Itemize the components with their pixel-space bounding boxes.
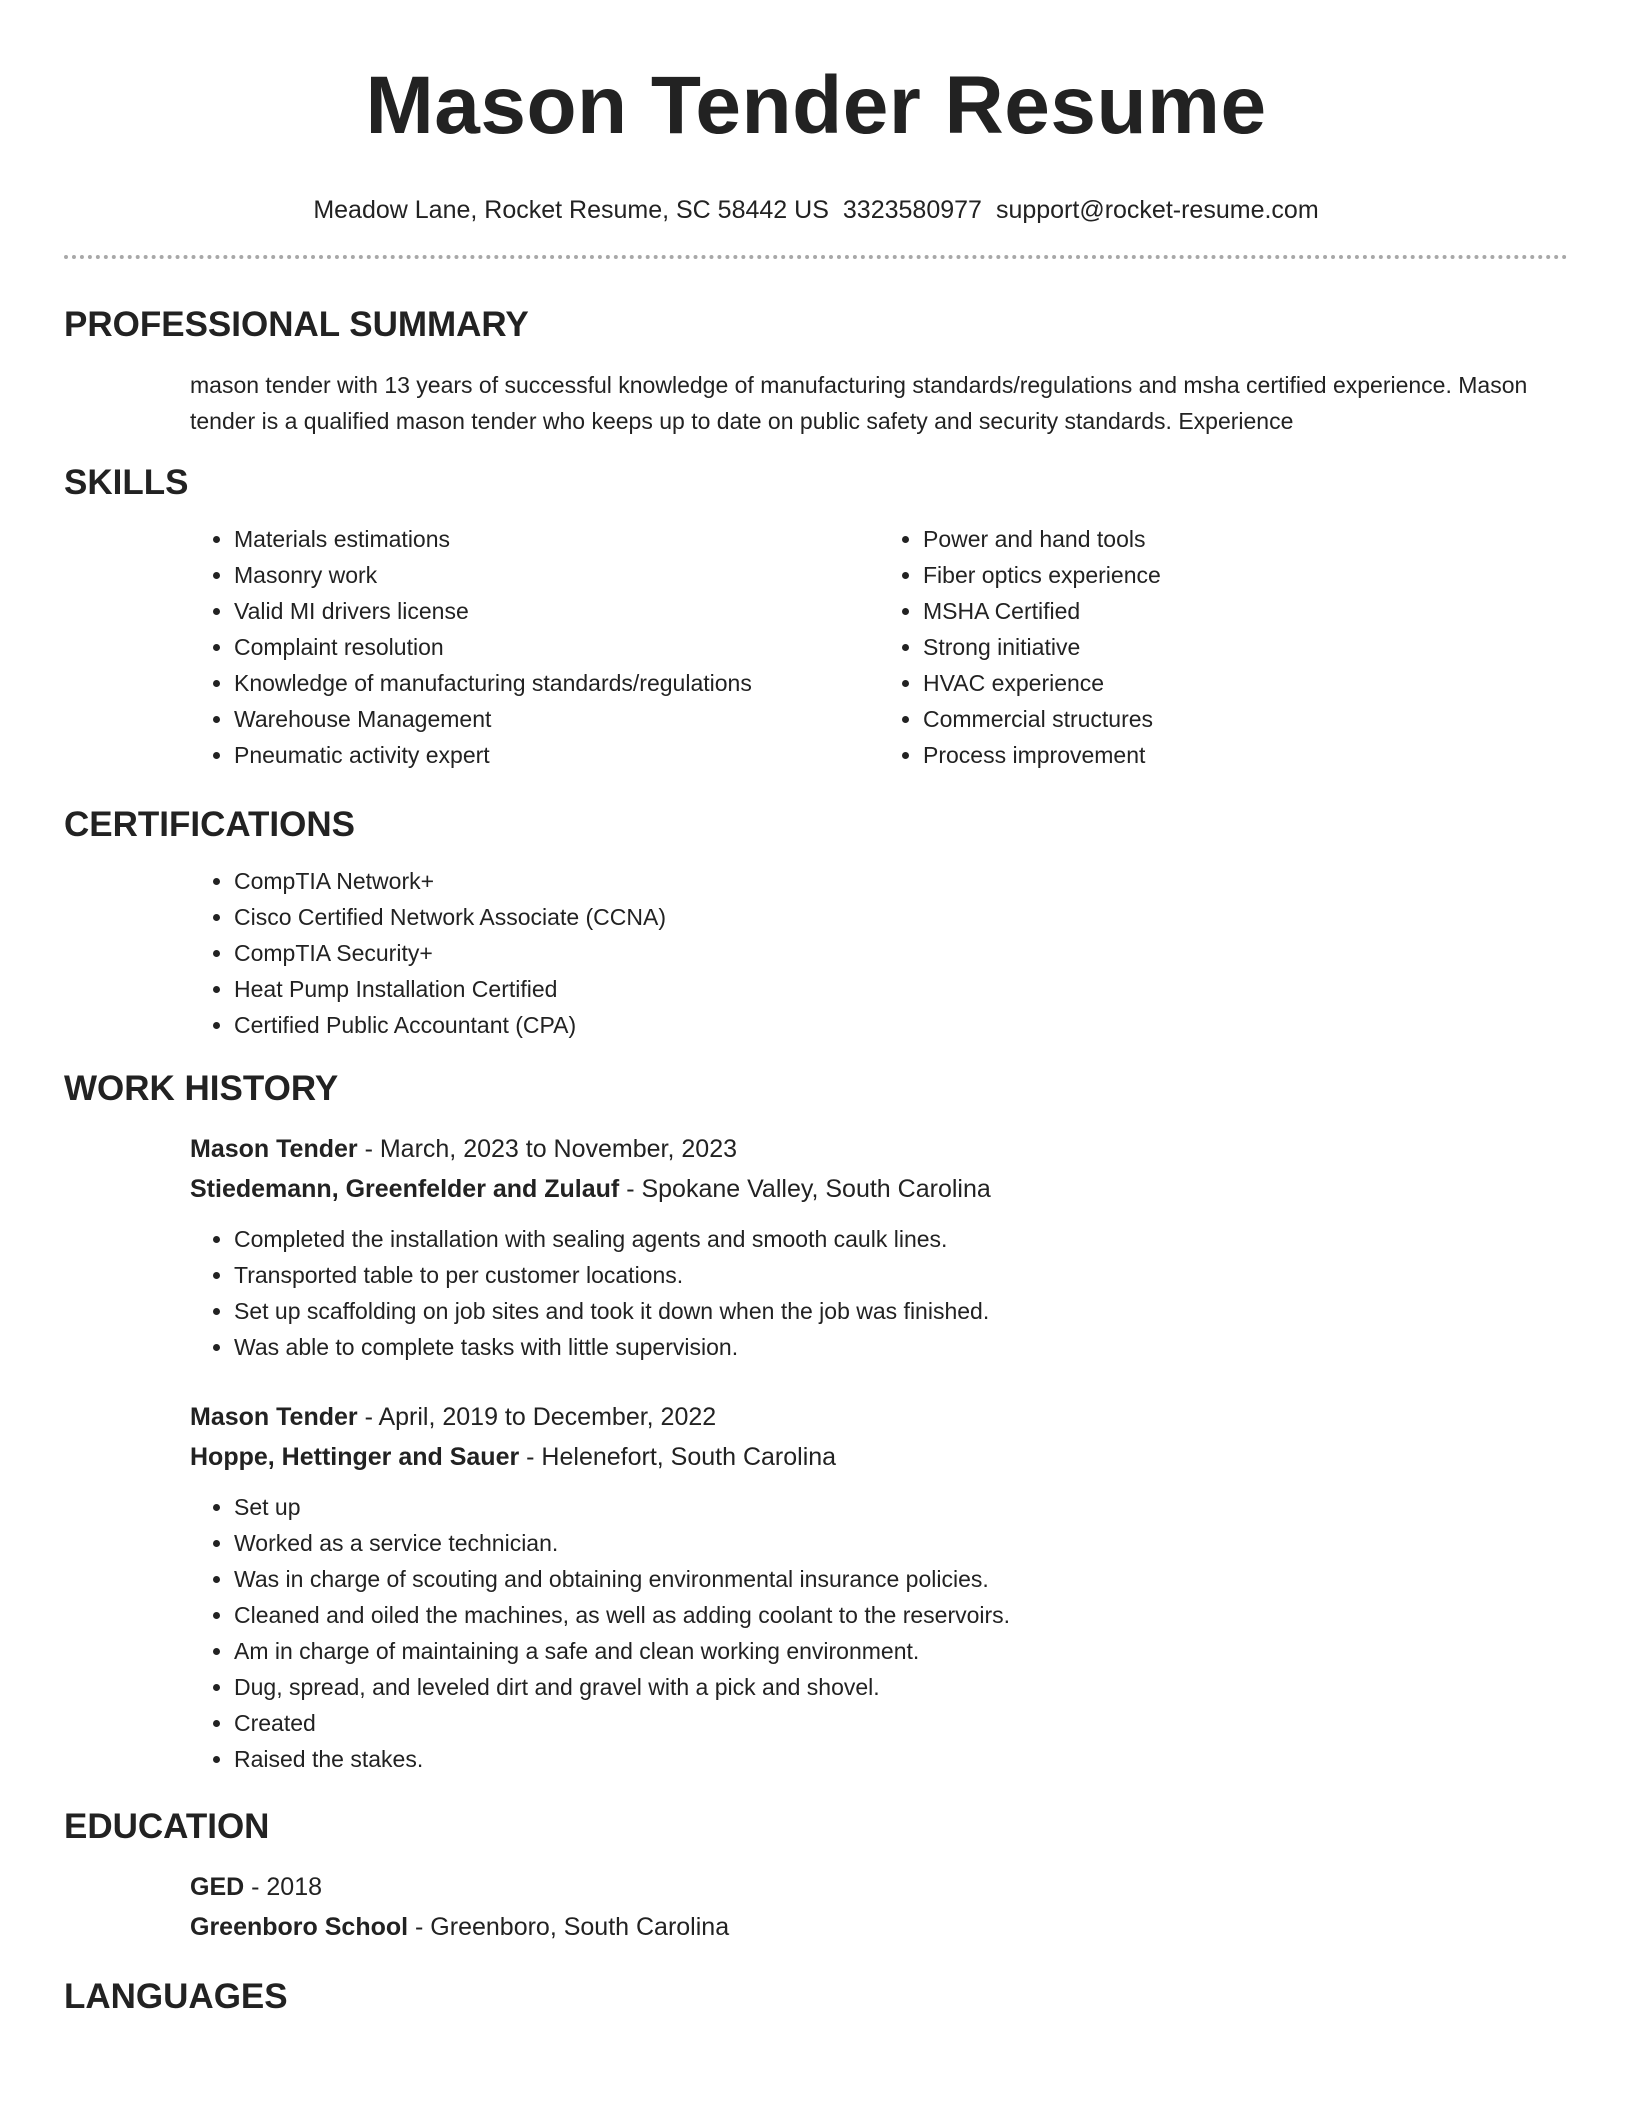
list-item: • Created: [234, 1705, 1568, 1741]
skills-section: [64, 461, 1568, 773]
job-dates: - April, 2019 to December, 2022: [357, 1403, 717, 1431]
list-item: • Raised the stakes.: [234, 1741, 1568, 1777]
job-bullets: [190, 1489, 1568, 1777]
header-divider: [64, 255, 1568, 259]
contact-phone: 3323580977: [842, 196, 982, 224]
list-item: • Set up scaffolding on job sites and took it down when the job was finished.: [234, 1293, 1568, 1329]
resume-page: [64, 0, 1568, 2019]
section-title-work-history: WORK HISTORY: [64, 1069, 339, 1108]
list-item: • Cisco Certified Network Associate (CCNA): [234, 899, 1568, 935]
list-item: • Set up: [234, 1489, 1568, 1525]
contact-line: [64, 194, 1568, 226]
skills-list: [190, 521, 1568, 773]
list-item: • Heat Pump Installation Certified: [234, 971, 1568, 1007]
job-bullets: [190, 1221, 1568, 1365]
list-item: • Process improvement: [923, 737, 1568, 773]
job-location: - Spokane Valley, South Carolina: [619, 1175, 991, 1203]
languages-section: [64, 1975, 1568, 2019]
section-title-languages: LANGUAGES: [64, 1977, 288, 2016]
list-item: • Transported table to per customer locations.: [234, 1257, 1568, 1293]
skills-left-column: [190, 521, 879, 773]
list-item: • Certified Public Accountant (CPA): [234, 1007, 1568, 1043]
list-item: • Power and hand tools: [923, 521, 1568, 557]
contact-email: support@rocket-resume.com: [995, 196, 1319, 224]
education-school-line: [190, 1907, 1568, 1947]
job-role: Mason Tender: [190, 1135, 358, 1163]
education-school: Greenboro School: [190, 1913, 409, 1941]
list-item: • Am in charge of maintaining a safe and clean working environment.: [234, 1633, 1568, 1669]
certifications-section: [64, 803, 1568, 1043]
summary-section: [64, 303, 1568, 439]
contact-address: Meadow Lane, Rocket Resume, SC 58442 US: [313, 196, 829, 224]
list-item: • Dug, spread, and leveled dirt and gravel with a pick and shovel.: [234, 1669, 1568, 1705]
list-item: • CompTIA Network+: [234, 863, 1568, 899]
job-role: Mason Tender: [190, 1403, 358, 1431]
education-section: [64, 1805, 1568, 1947]
education-degree: GED: [190, 1873, 245, 1901]
list-item: • Knowledge of manufacturing standards/regulations: [234, 665, 879, 701]
list-item: • MSHA Certified: [923, 593, 1568, 629]
section-title-education: EDUCATION: [64, 1807, 270, 1846]
job-role-line: [190, 1397, 1568, 1437]
job-entry: [190, 1397, 1568, 1777]
list-item: • CompTIA Security+: [234, 935, 1568, 971]
list-item: • Masonry work: [234, 557, 879, 593]
list-item: • Completed the installation with sealing agents and smooth caulk lines.: [234, 1221, 1568, 1257]
skills-right-column: [879, 521, 1568, 773]
certifications-list: [190, 863, 1568, 1043]
list-item: • Complaint resolution: [234, 629, 879, 665]
list-item: • Worked as a service technician.: [234, 1525, 1568, 1561]
list-item: • Pneumatic activity expert: [234, 737, 879, 773]
education-degree-line: [190, 1867, 1568, 1907]
list-item: • Was in charge of scouting and obtaining environmental insurance policies.: [234, 1561, 1568, 1597]
job-location: - Helenefort, South Carolina: [519, 1443, 837, 1471]
job-company: Hoppe, Hettinger and Sauer: [190, 1443, 520, 1471]
section-title-summary: PROFESSIONAL SUMMARY: [64, 305, 529, 344]
list-item: • Strong initiative: [923, 629, 1568, 665]
section-title-certifications: CERTIFICATIONS: [64, 805, 356, 844]
list-item: • Warehouse Management: [234, 701, 879, 737]
job-company-line: [190, 1437, 1568, 1477]
job-role-line: [190, 1129, 1568, 1169]
summary-text: mason tender with 13 years of successful knowledge of manufacturing standards/regulations and msha certified experience. Mason tender is a qualified mason tender who keeps up to date on public safety and security standards. Experience: [190, 372, 1528, 434]
job-dates: - March, 2023 to November, 2023: [357, 1135, 737, 1163]
job-company-line: [190, 1169, 1568, 1209]
list-item: • Commercial structures: [923, 701, 1568, 737]
list-item: • Was able to complete tasks with little supervision.: [234, 1329, 1568, 1365]
job-company: Stiedemann, Greenfelder and Zulauf: [190, 1175, 620, 1203]
education-entry: [190, 1867, 1568, 1947]
list-item: • Materials estimations: [234, 521, 879, 557]
certifications-body: [190, 863, 1568, 1043]
work-history-section: [64, 1067, 1568, 1777]
resume-title: Mason Tender Resume: [365, 60, 1267, 151]
summary-body: [190, 367, 1568, 439]
list-item: • Cleaned and oiled the machines, as well as adding coolant to the reservoirs.: [234, 1597, 1568, 1633]
list-item: • Valid MI drivers license: [234, 593, 879, 629]
job-entry: [190, 1129, 1568, 1365]
section-title-skills: SKILLS: [64, 463, 189, 502]
list-item: • HVAC experience: [923, 665, 1568, 701]
list-item: • Fiber optics experience: [923, 557, 1568, 593]
education-location: - Greenboro, South Carolina: [408, 1913, 730, 1941]
education-year: - 2018: [244, 1873, 323, 1901]
